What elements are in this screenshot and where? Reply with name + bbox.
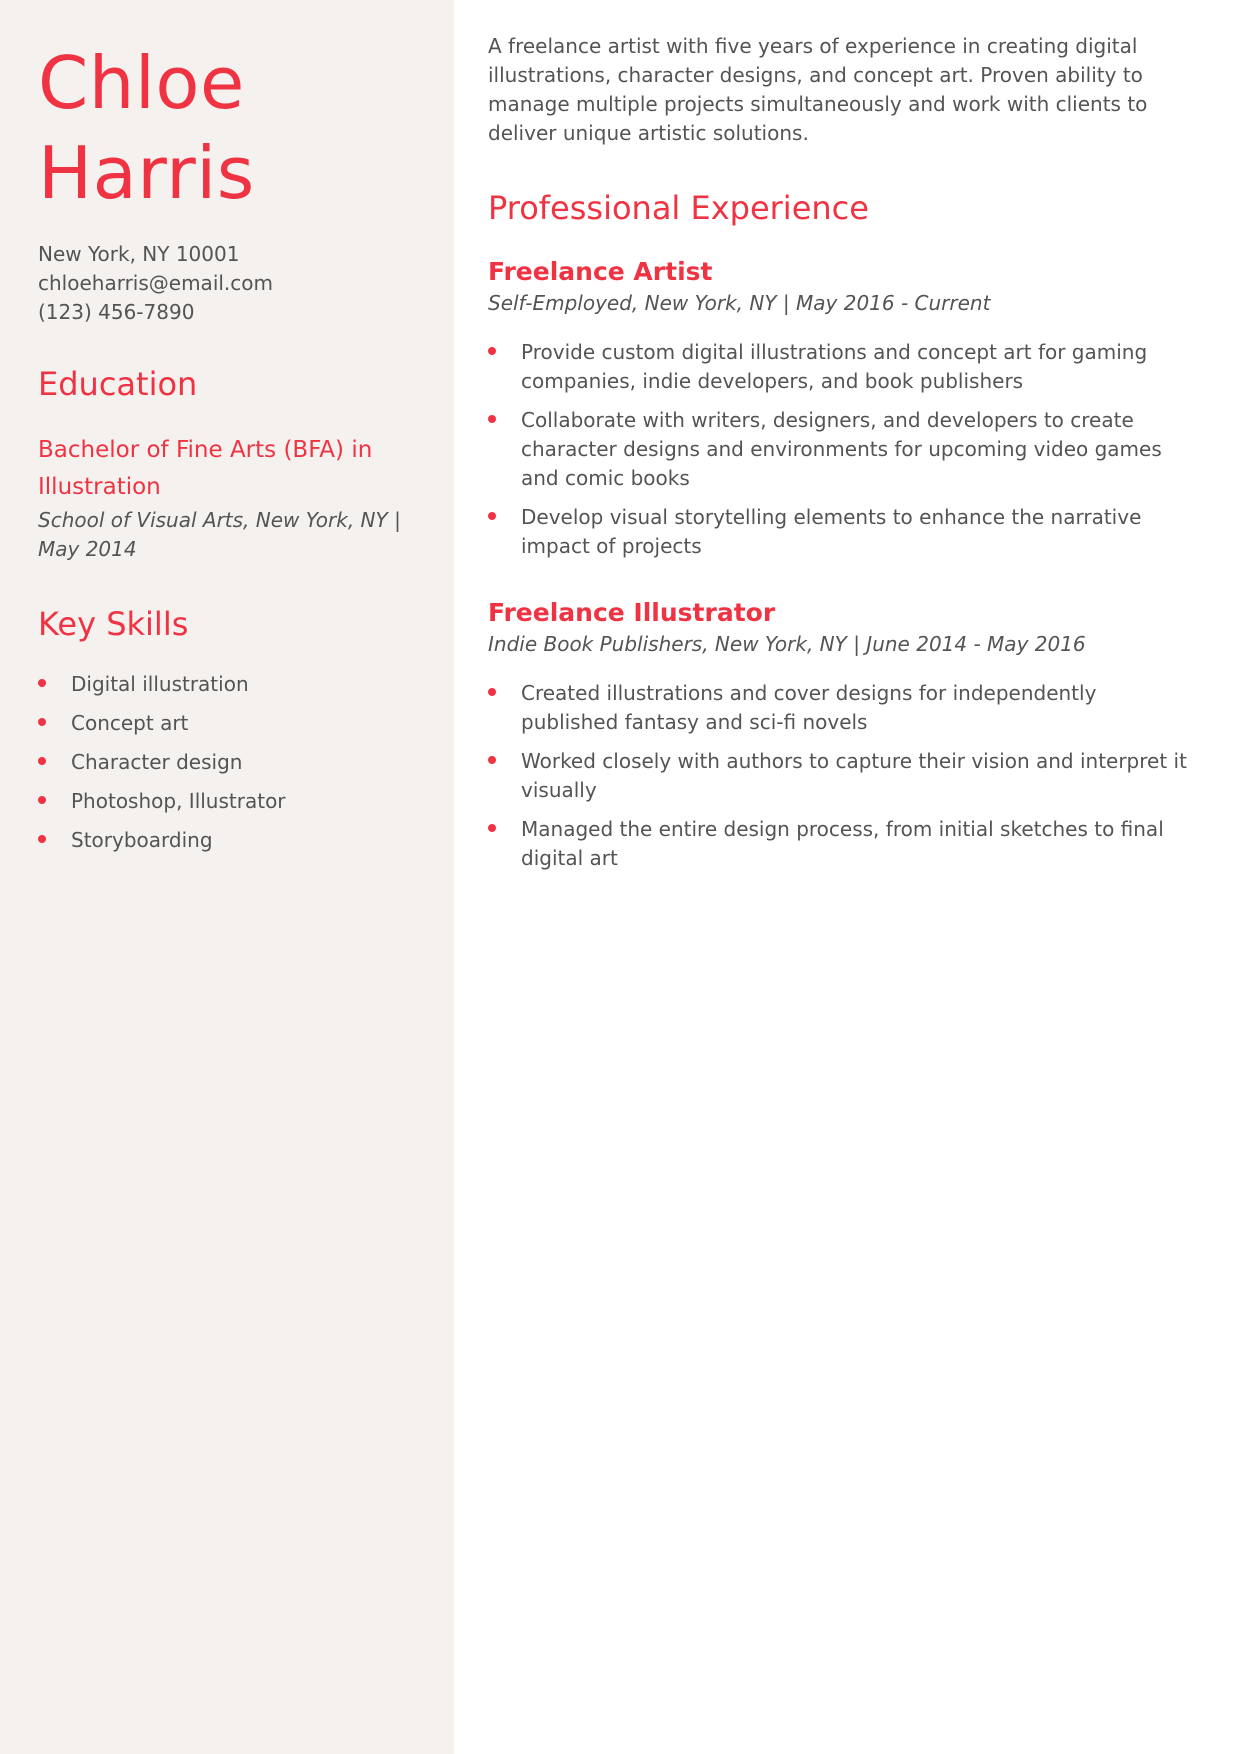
bullet-icon bbox=[38, 679, 46, 687]
job-bullet-text: Provide custom digital illustrations and concept art for gaming companies, indie developers, and book publishers bbox=[521, 340, 1148, 393]
bullet-icon bbox=[488, 415, 496, 423]
skills-list bbox=[38, 670, 424, 855]
job-bullet bbox=[488, 747, 1199, 805]
skill-item bbox=[38, 670, 424, 699]
education-degree: Bachelor of Fine Arts (BFA) in Illustration bbox=[38, 437, 373, 500]
professional-summary: A freelance artist with five years of experience in creating digital illustrations, character designs, and concept art. Proven ability to manage multiple projects simultaneously and work with clients to deliver unique artistic solutions. bbox=[488, 34, 1148, 145]
bullet-icon bbox=[38, 796, 46, 804]
job-bullet bbox=[488, 679, 1199, 737]
contact-info bbox=[38, 240, 424, 327]
job-entry bbox=[488, 597, 1199, 873]
main-content bbox=[454, 0, 1239, 1754]
first-name: Chloe bbox=[38, 41, 245, 125]
contact-address: New York, NY 10001 bbox=[38, 242, 240, 266]
skill-item bbox=[38, 787, 424, 816]
bullet-icon bbox=[488, 512, 496, 520]
education-school: School of Visual Arts, New York, NY | May 2014 bbox=[38, 508, 401, 561]
job-bullet-text: Worked closely with authors to capture their vision and interpret it visually bbox=[521, 749, 1187, 802]
skill-label: Digital illustration bbox=[71, 672, 249, 696]
sidebar bbox=[0, 0, 454, 1754]
bullet-icon bbox=[488, 756, 496, 764]
job-bullet-text: Managed the entire design process, from initial sketches to final digital art bbox=[521, 817, 1164, 870]
bullet-icon bbox=[38, 718, 46, 726]
job-bullets bbox=[488, 679, 1199, 873]
skill-item bbox=[38, 826, 424, 855]
skill-item bbox=[38, 748, 424, 777]
job-bullet bbox=[488, 503, 1199, 561]
education-heading: Education bbox=[38, 365, 198, 403]
job-bullet bbox=[488, 406, 1199, 493]
experience-heading: Professional Experience bbox=[488, 189, 869, 227]
job-bullet-text: Created illustrations and cover designs for independently published fantasy and sci-fi novels bbox=[521, 681, 1097, 734]
job-title: Freelance Illustrator bbox=[488, 598, 776, 627]
job-bullet bbox=[488, 338, 1199, 396]
contact-phone: (123) 456-7890 bbox=[38, 300, 195, 324]
job-bullet-text: Develop visual storytelling elements to enhance the narrative impact of projects bbox=[521, 505, 1142, 558]
job-meta: Indie Book Publishers, New York, NY | June 2014 - May 2016 bbox=[488, 632, 1086, 656]
bullet-icon bbox=[488, 347, 496, 355]
skill-label: Photoshop, Illustrator bbox=[71, 789, 286, 813]
contact-email: chloeharris@email.com bbox=[38, 271, 273, 295]
skill-label: Concept art bbox=[71, 711, 189, 735]
job-bullet-text: Collaborate with writers, designers, and developers to create character designs and environments for upcoming video games and comic books bbox=[521, 408, 1162, 490]
bullet-icon bbox=[488, 824, 496, 832]
skill-label: Character design bbox=[71, 750, 243, 774]
job-meta: Self-Employed, New York, NY | May 2016 - Current bbox=[488, 291, 991, 315]
last-name: Harris bbox=[38, 131, 255, 215]
job-bullet bbox=[488, 815, 1199, 873]
bullet-icon bbox=[488, 688, 496, 696]
job-entry bbox=[488, 256, 1199, 561]
bullet-icon bbox=[38, 835, 46, 843]
skills-heading: Key Skills bbox=[38, 605, 189, 643]
job-bullets bbox=[488, 338, 1199, 561]
skill-item bbox=[38, 709, 424, 738]
skill-label: Storyboarding bbox=[71, 828, 213, 852]
bullet-icon bbox=[38, 757, 46, 765]
candidate-name bbox=[38, 38, 424, 218]
job-title: Freelance Artist bbox=[488, 257, 713, 286]
